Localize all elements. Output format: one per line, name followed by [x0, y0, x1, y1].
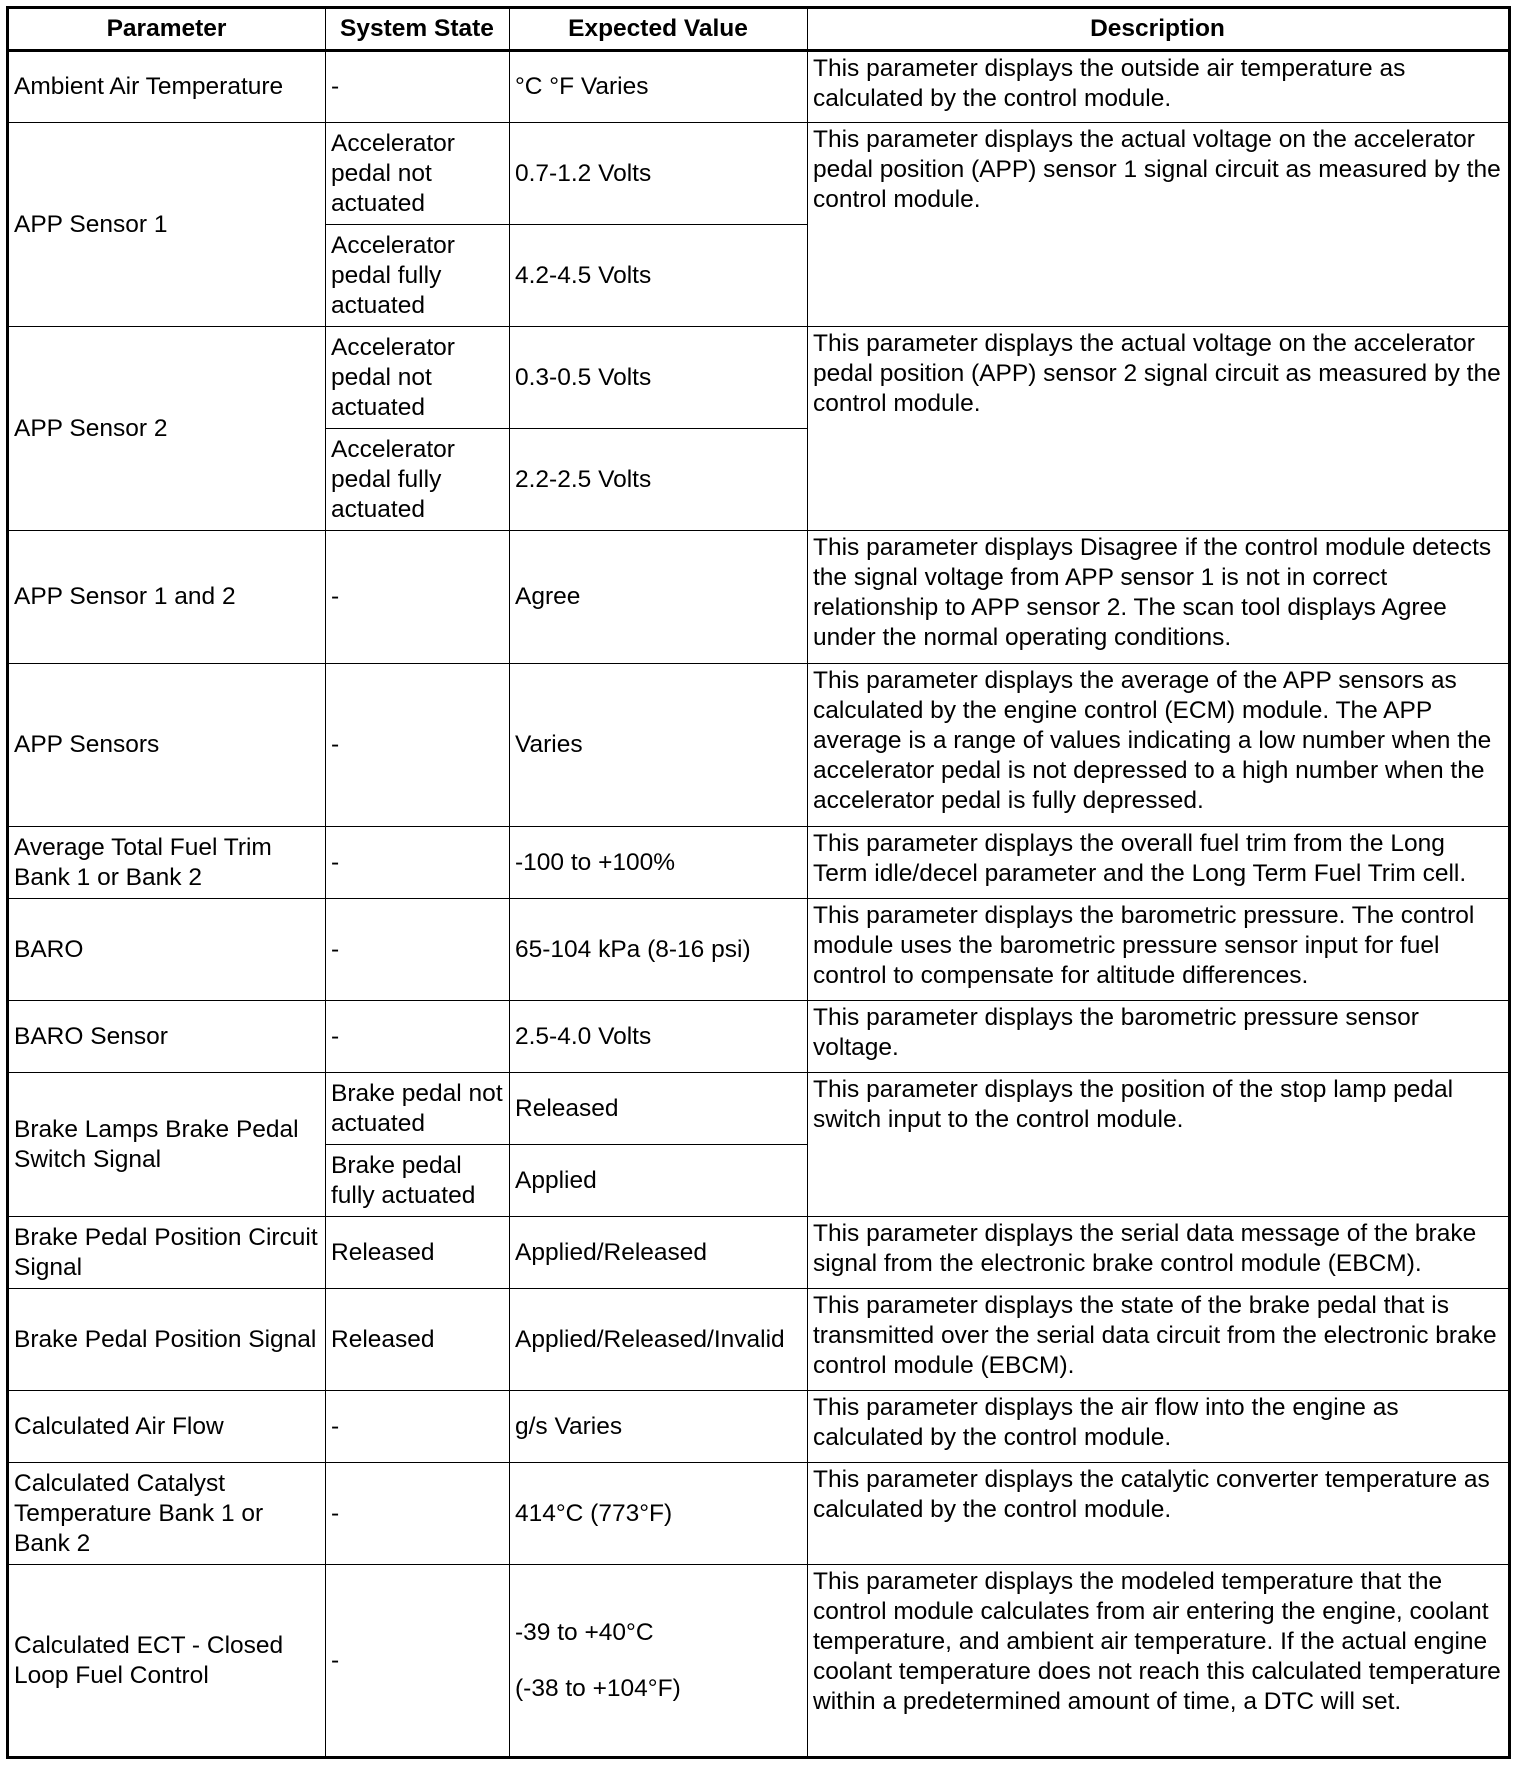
desc-cell: This parameter displays the barometric pressure sensor voltage.: [808, 1001, 1510, 1073]
param-cell: Calculated Air Flow: [8, 1391, 326, 1463]
header-description: Description: [808, 8, 1510, 51]
desc-cell: This parameter displays Disagree if the control module detects the signal voltage from APP sensor 1 is not in correct relationship to APP sensor 2. The scan tool displays Agree under the normal operating conditions.: [808, 531, 1510, 664]
table-wrapper: [6, 6, 1511, 1759]
param-cell: Brake Pedal Position Circuit Signal: [8, 1217, 326, 1289]
header-system-state: System State: [326, 8, 510, 51]
state-cell: Accelerator pedal fully actuated: [326, 429, 510, 531]
param-cell: APP Sensor 2: [8, 327, 326, 531]
table-row: [8, 1565, 1510, 1758]
table-row: [8, 1001, 1510, 1073]
table-header-row: [8, 8, 1510, 51]
table-row: [8, 1289, 1510, 1391]
param-cell: Calculated Catalyst Temperature Bank 1 or Bank 2: [8, 1463, 326, 1565]
value-cell: 414°C (773°F): [510, 1463, 808, 1565]
value-cell: Applied/Released: [510, 1217, 808, 1289]
value-cell: 4.2-4.5 Volts: [510, 225, 808, 327]
value-cell: 2.2-2.5 Volts: [510, 429, 808, 531]
desc-cell: This parameter displays the average of the APP sensors as calculated by the engine control (ECM) module. The APP average is a range of values indicating a low number when the accelerator pedal is not depressed to a high number when the accelerator pedal is fully depressed.: [808, 664, 1510, 827]
desc-cell: This parameter displays the actual voltage on the accelerator pedal position (APP) sensor 1 signal circuit as measured by the control module.: [808, 123, 1510, 327]
desc-cell: This parameter displays the state of the brake pedal that is transmitted over the serial data circuit from the electronic brake control module (EBCM).: [808, 1289, 1510, 1391]
desc-cell: This parameter displays the actual voltage on the accelerator pedal position (APP) sensor 2 signal circuit as measured by the control module.: [808, 327, 1510, 531]
state-cell: Released: [326, 1289, 510, 1391]
desc-cell: This parameter displays the barometric pressure. The control module uses the barometric pressure sensor input for fuel control to compensate for altitude differences.: [808, 899, 1510, 1001]
state-cell: Accelerator pedal not actuated: [326, 327, 510, 429]
value-cell: °C °F Varies: [510, 51, 808, 123]
param-cell: BARO Sensor: [8, 1001, 326, 1073]
state-cell: Brake pedal not actuated: [326, 1073, 510, 1145]
state-cell: -: [326, 1391, 510, 1463]
table-row: [8, 531, 1510, 664]
table-row: [8, 1217, 1510, 1289]
desc-cell: This parameter displays the catalytic converter temperature as calculated by the control module.: [808, 1463, 1510, 1565]
value-cell: Varies: [510, 664, 808, 827]
desc-cell: This parameter displays the outside air temperature as calculated by the control module.: [808, 51, 1510, 123]
param-cell: Ambient Air Temperature: [8, 51, 326, 123]
parameter-table: [6, 6, 1511, 1759]
table-row: [8, 1073, 1510, 1145]
param-cell: APP Sensors: [8, 664, 326, 827]
state-cell: -: [326, 51, 510, 123]
table-row: [8, 327, 1510, 429]
param-cell: Brake Lamps Brake Pedal Switch Signal: [8, 1073, 326, 1217]
state-cell: -: [326, 1565, 510, 1758]
state-cell: -: [326, 1463, 510, 1565]
state-cell: Released: [326, 1217, 510, 1289]
table-row: [8, 1391, 1510, 1463]
desc-cell: This parameter displays the modeled temperature that the control module calculates from air entering the engine, coolant temperature, and ambient air temperature. If the actual engine coolant temperature does not reach this calculated temperature within a predetermined amount of time, a DTC will set.: [808, 1565, 1510, 1758]
table-row: [8, 827, 1510, 899]
value-cell: [510, 1565, 808, 1758]
state-cell: -: [326, 827, 510, 899]
value-celsius: -39 to +40°C: [515, 1618, 654, 1646]
header-parameter: Parameter: [8, 8, 326, 51]
value-cell: Released: [510, 1073, 808, 1145]
value-cell: Applied: [510, 1145, 808, 1217]
param-cell: BARO: [8, 899, 326, 1001]
table-row: [8, 1463, 1510, 1565]
state-cell: -: [326, 664, 510, 827]
header-expected-value: Expected Value: [510, 8, 808, 51]
value-cell: 0.3-0.5 Volts: [510, 327, 808, 429]
value-fahrenheit: (-38 to +104°F): [515, 1674, 681, 1702]
state-cell: -: [326, 1001, 510, 1073]
state-cell: -: [326, 899, 510, 1001]
value-cell: 2.5-4.0 Volts: [510, 1001, 808, 1073]
value-cell: Agree: [510, 531, 808, 664]
state-cell: -: [326, 531, 510, 664]
state-cell: Accelerator pedal fully actuated: [326, 225, 510, 327]
desc-cell: This parameter displays the air flow into the engine as calculated by the control module.: [808, 1391, 1510, 1463]
desc-cell: This parameter displays the overall fuel trim from the Long Term idle/decel parameter and the Long Term Fuel Trim cell.: [808, 827, 1510, 899]
value-cell: Applied/Released/Invalid: [510, 1289, 808, 1391]
value-cell: 0.7-1.2 Volts: [510, 123, 808, 225]
param-cell: APP Sensor 1: [8, 123, 326, 327]
param-cell: Calculated ECT - Closed Loop Fuel Control: [8, 1565, 326, 1758]
value-cell: g/s Varies: [510, 1391, 808, 1463]
state-cell: Accelerator pedal not actuated: [326, 123, 510, 225]
value-cell: 65-104 kPa (8-16 psi): [510, 899, 808, 1001]
table-row: [8, 123, 1510, 225]
param-cell: Brake Pedal Position Signal: [8, 1289, 326, 1391]
value-cell: -100 to +100%: [510, 827, 808, 899]
table-row: [8, 51, 1510, 123]
desc-cell: This parameter displays the serial data message of the brake signal from the electronic brake control module (EBCM).: [808, 1217, 1510, 1289]
param-cell: Average Total Fuel Trim Bank 1 or Bank 2: [8, 827, 326, 899]
state-cell: Brake pedal fully actuated: [326, 1145, 510, 1217]
table-row: [8, 899, 1510, 1001]
param-cell: APP Sensor 1 and 2: [8, 531, 326, 664]
desc-cell: This parameter displays the position of the stop lamp pedal switch input to the control module.: [808, 1073, 1510, 1217]
table-row: [8, 664, 1510, 827]
